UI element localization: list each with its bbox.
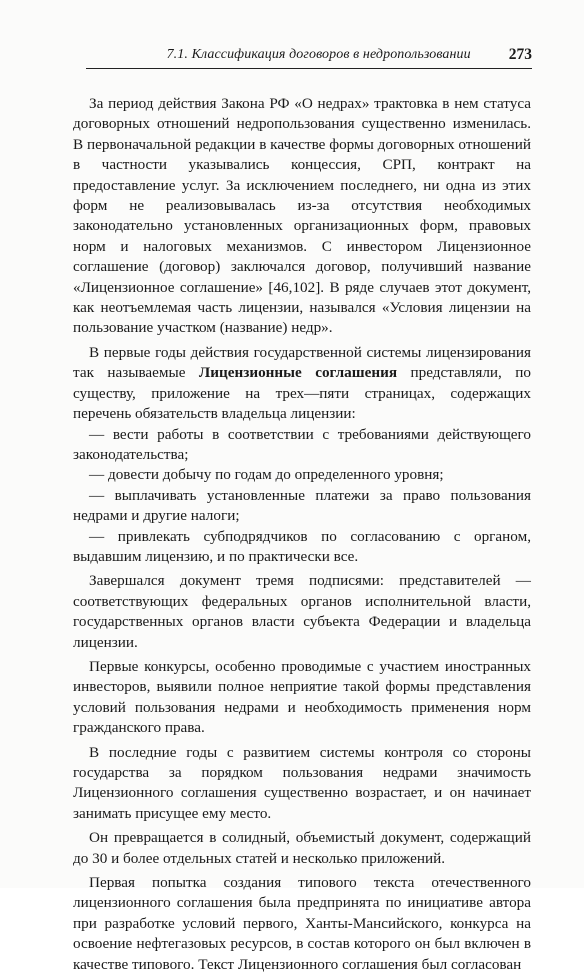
- paragraph-signatures: Завершался документ тремя подписями: представителей — соответствующих федеральных органов исполнительной власти, государственных органов власти субъекта Федерации и владельца лицензии.: [73, 572, 531, 651]
- page-number: 273: [508, 46, 532, 63]
- running-title: 7.1. Классификация договоров в недропользовании: [166, 47, 471, 62]
- paragraph-recent-years: В последние годы с развитием системы контроля со стороны государства за порядком пользования недрами значимость Лицензионного соглашения существенно возрастает, и он начинает занимать присущее ему место.: [73, 743, 531, 822]
- paragraph-early-years: [73, 343, 531, 425]
- paragraph-law-history: За период действия Закона РФ «О недрах» трактовка в нем статуса договорных отношений недропользования существенно изменилась. В первоначальной редакции в качестве формы договорных отношений в частности указывались концессия, СРП, контракт на предоставление услуг. За исключением последнего, ни одна из этих форм не реализовывалась из-за отсутствия необходимых законодательно установленных организационных форм, правовых норм и налоговых механизмов. С инвестором Лицензионное соглашение (договор) заключался договор, получивший название «Лицензионное соглашение» [46,102]. В ряде случаев этот документ, как неотъемлемая часть лицензии, назывался «Условия лицензии на пользование участком (название) недр».: [73, 95, 531, 337]
- list-item-obligation-4: — привлекать субподрядчиков по согласованию с органом, выдавшим лицензию, и по практически все.: [73, 527, 531, 565]
- paragraph-first-tenders: Первые конкурсы, особенно проводимые с участием иностранных инвесторов, выявили полное неприятие такой формы представления условий пользования недрами и необходимость применения норм гражданского права.: [73, 657, 531, 737]
- paragraph-solid-document: Он превращается в солидный, объемистый документ, содержащий до 30 и более отдельных статей и несколько приложений.: [73, 829, 531, 867]
- list-item-obligation-2: — довести добычу по годам до определенного уровня;: [89, 466, 444, 484]
- page-body: [73, 94, 531, 979]
- paragraph-first-attempt: Первая попытка создания типового текста отечественного лицензионного соглашения была предпринята по инициативе автора при разработке условий первого, Ханты-Мансийского, конкурса на освоение нефтегазовых ресурсов, в состав которого он был включен в качестве типового. Текст Лицензионного соглашения был согласован: [73, 874, 531, 973]
- paragraph-early-years-text-end: представляли, по существу, приложение на трех—пяти страницах, содержащих перечень обязательств владельца лицензии:: [73, 364, 531, 423]
- license-agreements-term: Лицензионные соглашения: [198, 364, 398, 382]
- list-item-obligation-3: — выплачивать установленные платежи за право пользования недрами и другие налоги;: [73, 486, 531, 525]
- page-header: [86, 38, 532, 69]
- paragraph-early-years-text-start: В первые годы действия государственной системы лицензирования так называемые: [73, 343, 531, 382]
- list-item-obligation-1: — вести работы в соответствии с требованиями действующего законодательства;: [73, 425, 531, 463]
